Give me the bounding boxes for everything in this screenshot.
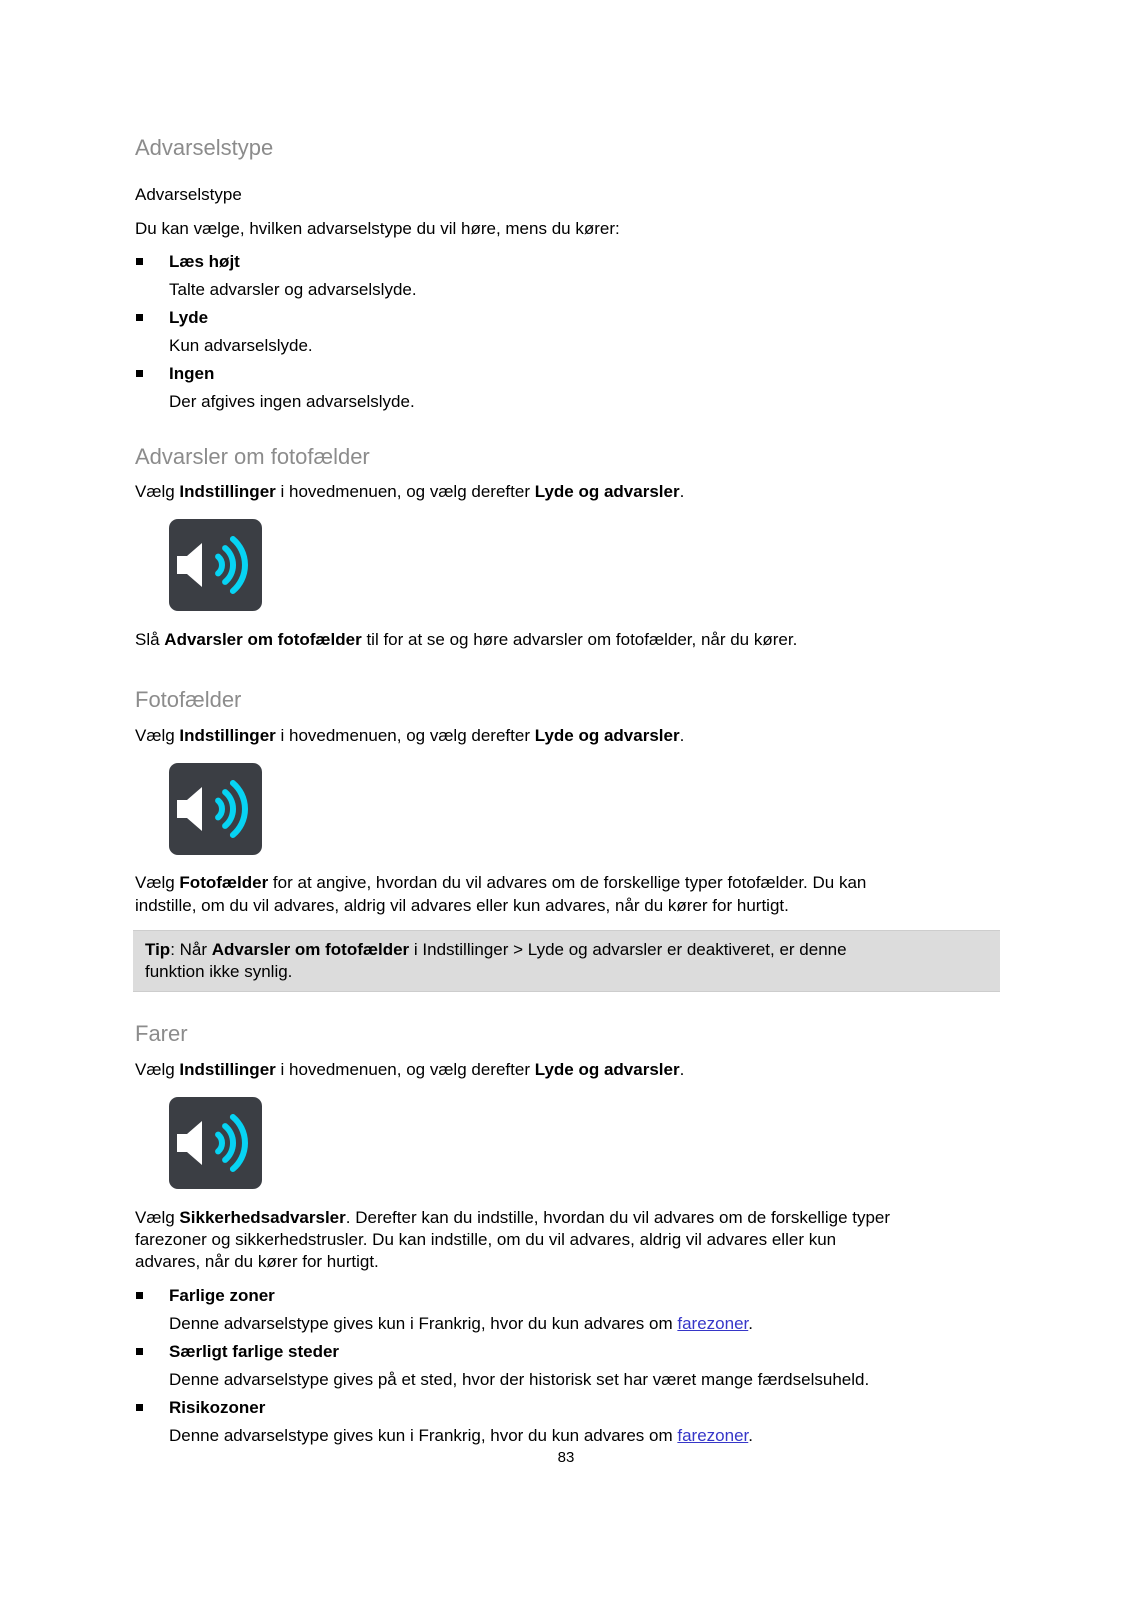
- fotofaelder-para-line-1: [135, 872, 866, 894]
- bullet-marker: [136, 1292, 143, 1299]
- page-number: 83: [557, 1449, 575, 1466]
- instruction-post: .: [679, 726, 685, 745]
- camera-warnings-post: til for at se og høre advarsler om fotofælder, når du kører.: [361, 630, 798, 649]
- item-title-risikozoner: Risikozoner: [169, 1398, 266, 1417]
- instruction-line: [135, 1059, 684, 1081]
- bullet-marker: [136, 370, 143, 377]
- tip-line-1: [145, 939, 847, 961]
- farer-para-line-1: [135, 1207, 890, 1229]
- instruction-line: [135, 725, 684, 747]
- item-desc-risikozoner: [169, 1425, 753, 1447]
- farer-para-line-2: farezoner og sikkerhedstrusler. Du kan indstille, om du vil advares, aldrig vil advares eller kun: [135, 1230, 837, 1249]
- bullet-marker: [136, 1348, 143, 1355]
- farezoner-link[interactable]: farezoner: [677, 1426, 749, 1445]
- instruction-line: [135, 481, 684, 503]
- instruction-pre: Vælg: [135, 482, 180, 501]
- item-title-saerligt-farlige-steder: Særligt farlige steder: [169, 1342, 340, 1361]
- instruction-mid: i hovedmenuen, og vælg derefter: [275, 482, 535, 501]
- item-desc-farlige-zoner: [169, 1313, 753, 1335]
- heading-fotofaelder: Fotofælder: [135, 687, 242, 712]
- fotofaelder-para-pre: Vælg: [135, 873, 180, 892]
- option-title-laes-hoejt: Læs højt: [169, 252, 240, 271]
- sounds-and-warnings-icon: [169, 763, 262, 855]
- bullet-marker: [136, 314, 143, 321]
- heading-farer: Farer: [135, 1021, 188, 1046]
- instruction-mid: i hovedmenuen, og vælg derefter: [275, 726, 535, 745]
- tip-line-2: funktion ikke synlig.: [145, 962, 293, 981]
- option-desc-lyde: Kun advarselslyde.: [169, 336, 313, 355]
- camera-warnings-text: [135, 629, 797, 651]
- heading-advarsler-om-fotofaelder: Advarsler om fotofælder: [135, 444, 370, 469]
- tip-text-a: : Når: [170, 940, 212, 959]
- fotofaelder-para-post: for at angive, hvordan du vil advares om de forskellige typer fotofælder. Du kan: [268, 873, 867, 892]
- instruction-post: .: [679, 482, 685, 501]
- instruction-menu: Indstillinger: [179, 1060, 276, 1079]
- fotofaelder-para-line-2: indstille, om du vil advares, aldrig vil advares eller kun advares, når du kører for hurtigt.: [135, 896, 789, 915]
- item-desc-post: .: [748, 1426, 753, 1445]
- instruction-item: Lyde og advarsler: [534, 726, 680, 745]
- farezoner-link[interactable]: farezoner: [677, 1314, 749, 1333]
- farer-para-post: . Derefter kan du indstille, hvordan du vil advares om de forskellige typer: [345, 1208, 891, 1227]
- fotofaelder-para-bold: Fotofælder: [179, 873, 269, 892]
- item-desc-pre: Denne advarselstype gives kun i Frankrig, hvor du kun advares om: [169, 1314, 678, 1333]
- instruction-item: Lyde og advarsler: [534, 482, 680, 501]
- tip-bold: Advarsler om fotofælder: [211, 940, 410, 959]
- option-desc-ingen: Der afgives ingen advarselslyde.: [169, 392, 415, 411]
- tip-label: Tip: [145, 940, 171, 959]
- instruction-pre: Vælg: [135, 1060, 180, 1079]
- bullet-marker: [136, 1404, 143, 1411]
- option-title-ingen: Ingen: [169, 364, 215, 383]
- bullet-marker: [136, 258, 143, 265]
- instruction-post: .: [679, 1060, 685, 1079]
- instruction-item: Lyde og advarsler: [534, 1060, 680, 1079]
- camera-warnings-pre: Slå: [135, 630, 165, 649]
- farer-para-pre: Vælg: [135, 1208, 180, 1227]
- instruction-pre: Vælg: [135, 726, 180, 745]
- option-desc-laes-hoejt: Talte advarsler og advarselslyde.: [169, 280, 417, 299]
- option-title-lyde: Lyde: [169, 308, 209, 327]
- heading-advarselstype: Advarselstype: [135, 135, 274, 160]
- farer-para-line-3: advares, når du kører for hurtigt.: [135, 1252, 379, 1271]
- tip-text-b: i Indstillinger > Lyde og advarsler er deaktiveret, er denne: [409, 940, 847, 959]
- camera-warnings-bold: Advarsler om fotofælder: [164, 630, 362, 649]
- item-desc-saerligt-farlige-steder: Denne advarselstype gives på et sted, hvor der historisk set har været mange færdselsuheld.: [169, 1370, 870, 1389]
- instruction-mid: i hovedmenuen, og vælg derefter: [275, 1060, 535, 1079]
- instruction-menu: Indstillinger: [179, 482, 276, 501]
- item-desc-post: .: [748, 1314, 753, 1333]
- subtitle-advarselstype: Advarselstype: [135, 185, 242, 204]
- farer-para-bold: Sikkerhedsadvarsler: [179, 1208, 346, 1227]
- tip-box: [133, 930, 1000, 992]
- sounds-and-warnings-icon: [169, 1097, 262, 1189]
- item-desc-pre: Denne advarselstype gives kun i Frankrig, hvor du kun advares om: [169, 1426, 678, 1445]
- instruction-menu: Indstillinger: [179, 726, 276, 745]
- sounds-and-warnings-icon: [169, 519, 262, 611]
- intro-text: Du kan vælge, hvilken advarselstype du vil høre, mens du kører:: [135, 219, 620, 238]
- item-title-farlige-zoner: Farlige zoner: [169, 1286, 275, 1305]
